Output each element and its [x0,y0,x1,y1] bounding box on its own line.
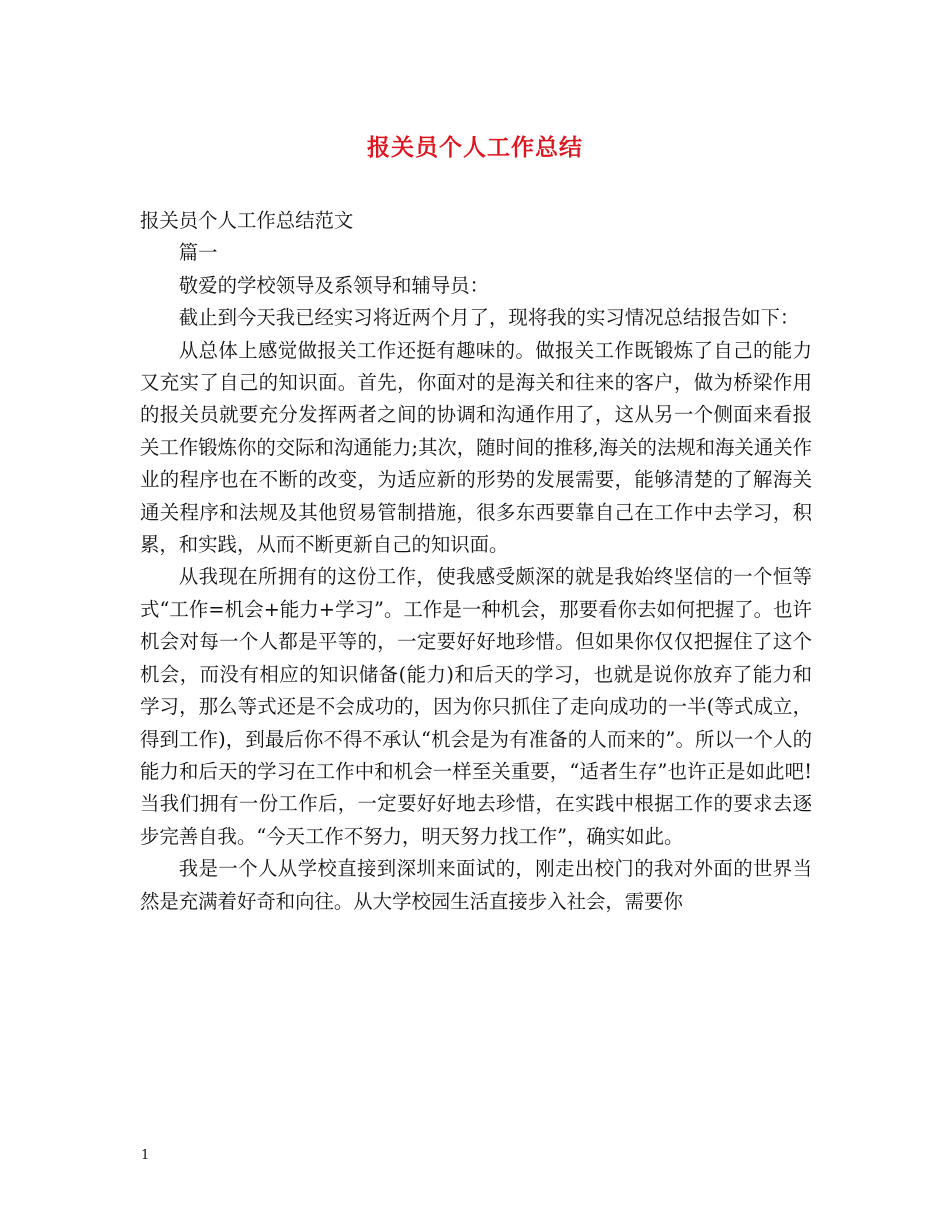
document-title: 报关员个人工作总结 [367,134,583,161]
document-body [140,205,812,918]
page-number: 1 [141,1148,150,1163]
paragraph-section-label: 篇一 [178,241,218,265]
paragraph-body: 从我现在所拥有的这份工作，使我感受颇深的就是我始终坚信的一个恒等式“工作=机会+能力+学习”。工作是一种机会，那要看你去如何把握了。也许机会对每一个人都是平等的，一定要好好地珍惜。但如果你仅仅把握住了这个机会，而没有相应的知识储备(能力)和后天的学习，也就是说你放弃了能力和学习，那么等式还是不会成功的，因为你只抓住了走向成功的一半(等式成立，得到工作)，到最后你不得不承认“机会是为有准备的人而来的”。所以一个人的能力和后天的学习在工作中和机会一样至关重要，“适者生存”也许正是如此吧!当我们拥有一份工作后，一定要好好地去珍惜，在实践中根据工作的要求去逐步完善自我。“今天工作不努力，明天努力找工作”，确实如此。 [140,565,812,848]
paragraph-subtitle: 报关员个人工作总结范文 [140,209,354,232]
paragraph-body: 从总体上感觉做报关工作还挺有趣味的。做报关工作既锻炼了自己的能力又充实了自己的知识面。首先，你面对的是海关和往来的客户，做为桥梁作用的报关员就要充分发挥两者之间的协调和沟通作用了，这从另一个侧面来看报关工作锻炼你的交际和沟通能力;其次，随时间的推移,海关的法规和海关通关作业的程序也在不断的改变，为适应新的形势的发展需要，能够清楚的了解海关通关程序和法规及其他贸易管制措施，很多东西要靠自己在工作中去学习，积累，和实践，从而不断更新自己的知识面。 [140,338,812,557]
paragraph-salutation: 敬爱的学校领导及系领导和辅导员： [178,273,490,297]
paragraph-intro: 截止到今天我已经实习将近两个月了，现将我的实习情况总结报告如下： [178,306,800,330]
paragraph-body: 我是一个人从学校直接到深圳来面试的，刚走出校门的我对外面的世界当然是充满着好奇和向往。从大学校园生活直接步入社会，需要你 [140,857,812,913]
